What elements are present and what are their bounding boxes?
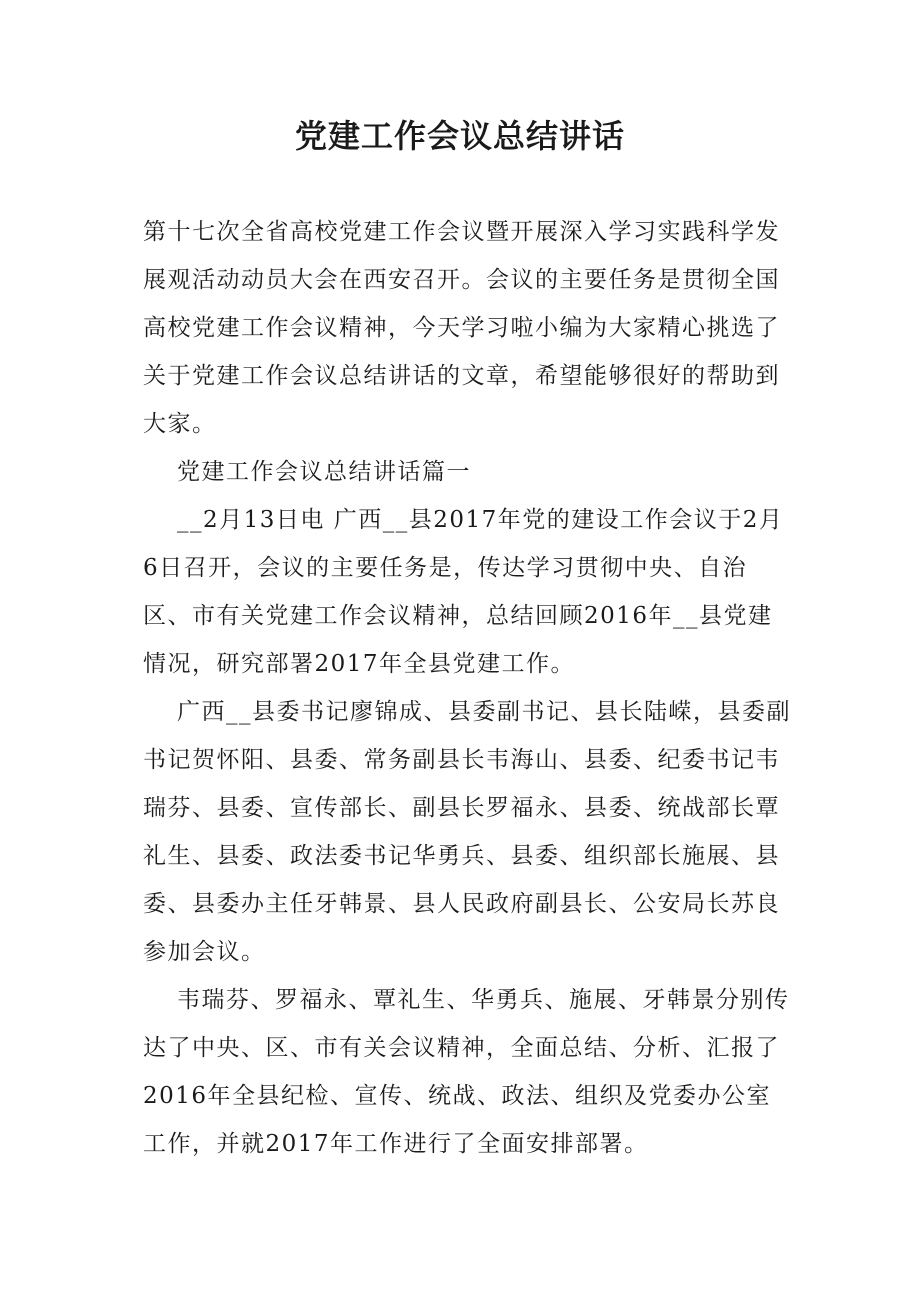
intro-paragraph: 第十七次全省高校党建工作会议暨开展深入学习实践科学发展观活动动员大会在西安召开。会议的主要任务是贯彻全国高校党建工作会议精神，今天学习啦小编为大家精心挑选了关于党建工作会议总结讲话的文章，希望能够很好的帮助到大家。 xyxy=(143,219,780,437)
body-paragraph: 广西__县委书记廖锦成、县委副书记、县长陆嵘，县委副书记贺怀阳、县委、常务副县长韦海山、县委、纪委书记韦瑞芬、县委、宣传部长、副县长罗福永、县委、统战部长覃礼生、县委、政法委书记华勇兵、县委、组织部长施展、县委、县委办主任牙韩景、县人民政府副县长、公安局长苏良参加会议。 xyxy=(143,699,791,965)
document-body xyxy=(143,208,793,1168)
document-title: 党建工作会议总结讲话 xyxy=(294,117,625,155)
section-heading: 党建工作会议总结讲话篇一 xyxy=(177,459,471,485)
body-paragraph: __2月13日电 广西__县2017年党的建设工作会议于2月6日召开，会议的主要任务是，传达学习贯彻中央、自治区、市有关党建工作会议精神，总结回顾2016年__县党建情况，研究部署2017年全县党建工作。 xyxy=(143,507,784,677)
body-paragraph: 韦瑞芬、罗福永、覃礼生、华勇兵、施展、牙韩景分别传达了中央、区、市有关会议精神，全面总结、分析、汇报了2016年全县纪检、宣传、统战、政法、组织及党委办公室工作，并就2017年工作进行了全面安排部署。 xyxy=(143,987,790,1157)
